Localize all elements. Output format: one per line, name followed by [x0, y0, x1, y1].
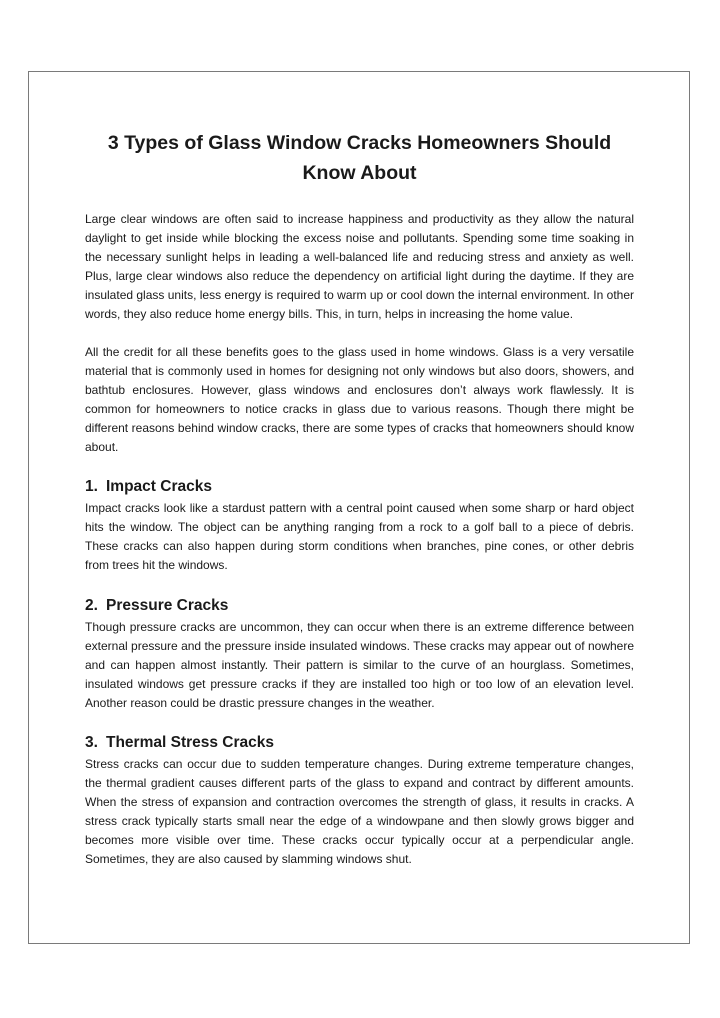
section-heading: [85, 476, 634, 498]
section-thermal-stress-cracks: [85, 732, 634, 870]
document-page: [28, 71, 690, 944]
document-title: 3 Types of Glass Window Cracks Homeowners Should Know About: [107, 132, 612, 184]
section-number: 2.: [85, 596, 98, 614]
section-body: Though pressure cracks are uncommon, they can occur when there is an extreme difference between external pressure and the pressure inside insulated windows. These cracks may appear out of nowhere and can happen almost instantly. Their pattern is similar to the curve of an hourglass. Sometimes, insulated windows get pressure cracks if they are installed too high or too low of an elevation level. Another reason could be drastic pressure changes in the weather.: [85, 619, 634, 710]
section-title: Pressure Cracks: [106, 596, 229, 614]
section-body: Stress cracks can occur due to sudden temperature changes. During extreme temperature changes, the thermal gradient causes different parts of the glass to expand and contract by different amounts. When the stress of expansion and contraction overcomes the strength of glass, it results in cracks. A stress crack typically starts small near the edge of a windowpane and then slowly grows bigger and becomes more visible over time. These cracks occur typically occur at a perpendicular angle. Sometimes, they are also caused by slamming windows shut.: [85, 756, 634, 867]
section-number: 3.: [85, 733, 98, 751]
section-title: Thermal Stress Cracks: [106, 733, 275, 751]
section-body: Impact cracks look like a stardust pattern with a central point caused when some sharp or hard object hits the window. The object can be anything ranging from a rock to a golf ball to a piece of debris. These cracks can also happen during storm conditions when branches, pine cones, or other debris from trees hit the windows.: [85, 501, 634, 573]
section-heading: [85, 595, 634, 617]
document-content: [85, 128, 634, 870]
section-impact-cracks: [85, 476, 634, 575]
section-heading: [85, 732, 634, 754]
intro-paragraph-2: All the credit for all these benefits goes to the glass used in home windows. Glass is a very versatile material that is commonly used in homes for designing not only windows but also doors, showers, and bathtub enclosures. However, glass windows and enclosures don’t always work flawlessly. It is common for homeowners to notice cracks in glass due to various reasons. Though there might be different reasons behind window cracks, there are some types of cracks that homeowners should know about.: [85, 344, 634, 455]
section-number: 1.: [85, 478, 98, 496]
intro-paragraph-1: Large clear windows are often said to increase happiness and productivity as they allow the natural daylight to get inside while blocking the excess noise and pollutants. Spending some time soaking in the necessary sunlight helps in leading a well-balanced life and reducing stress and anxiety as well. Plus, large clear windows also reduce the dependency on artificial light during the daytime. If they are insulated glass units, less energy is required to warm up or cool down the internal environment. In other words, they also reduce home energy bills. This, in turn, helps in increasing the home value.: [85, 212, 634, 322]
section-title: Impact Cracks: [106, 478, 212, 496]
section-pressure-cracks: [85, 595, 634, 713]
